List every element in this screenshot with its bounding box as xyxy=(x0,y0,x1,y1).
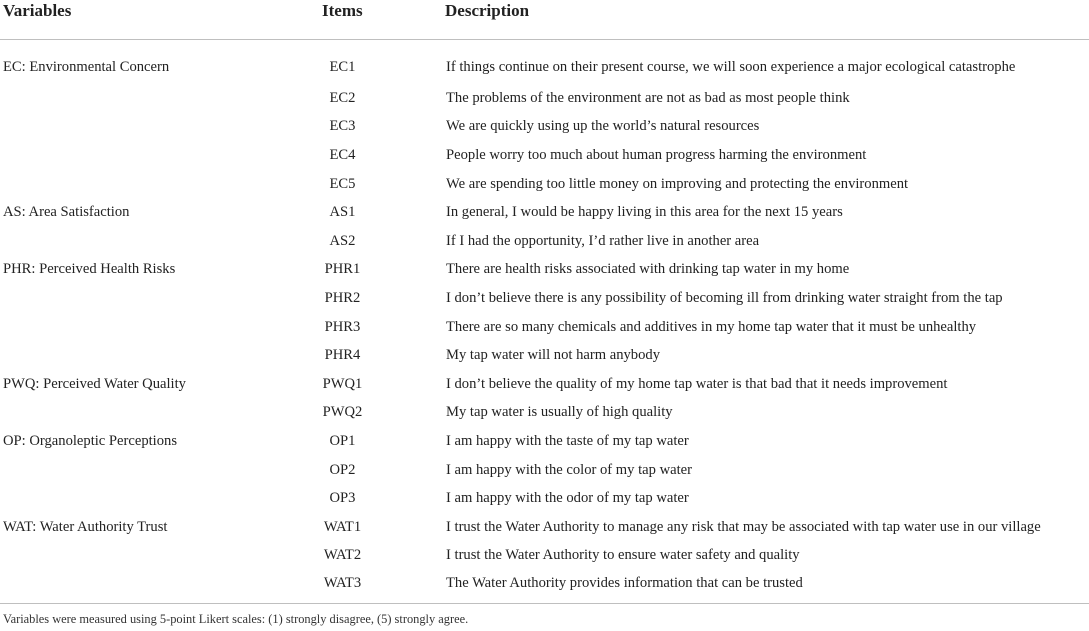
item-cell: EC2 xyxy=(329,89,356,106)
item-cell: EC4 xyxy=(329,146,356,163)
table-footnote: Variables were measured using 5-point Likert scales: (1) strongly disagree, (5) strongly agree. xyxy=(3,612,469,626)
variable-cell xyxy=(0,341,268,370)
description-cell: People worry too much about human progress harming the environment xyxy=(446,146,867,163)
table-row xyxy=(0,170,1089,199)
table-row xyxy=(0,399,1089,428)
variable-cell xyxy=(0,284,268,313)
description-cell: There are health risks associated with drinking tap water in my home xyxy=(446,261,850,278)
table-row xyxy=(0,141,1089,170)
table-row xyxy=(0,256,1089,285)
description-cell: There are so many chemicals and additives in my home tap water that it must be unhealthy xyxy=(446,318,977,335)
description-cell: I am happy with the odor of my tap water xyxy=(446,490,689,507)
description-cell: If things continue on their present course, we will soon experience a major ecological catastrophe xyxy=(446,58,1016,75)
item-cell: EC5 xyxy=(329,175,356,192)
item-cell: WAT2 xyxy=(323,547,362,564)
table-row xyxy=(0,227,1089,256)
description-cell: I am happy with the color of my tap water xyxy=(446,461,692,478)
table-row xyxy=(0,113,1089,142)
item-cell: PHR1 xyxy=(324,261,361,278)
variable-cell: PWQ: Perceived Water Quality xyxy=(3,375,186,392)
item-cell: OP1 xyxy=(329,432,356,449)
table-row xyxy=(0,484,1089,513)
item-cell: PHR4 xyxy=(324,347,361,364)
item-cell: WAT1 xyxy=(323,518,362,535)
variable-cell xyxy=(0,227,268,256)
description-cell: I trust the Water Authority to ensure water safety and quality xyxy=(446,547,800,564)
table-bottom-rule xyxy=(0,603,1089,604)
variable-cell xyxy=(0,170,268,199)
variable-cell xyxy=(0,313,268,342)
description-cell: If I had the opportunity, I’d rather live in another area xyxy=(446,232,760,249)
description-cell: I don’t believe there is any possibility of becoming ill from drinking water straight from the tap xyxy=(446,289,1003,306)
header-items: Items xyxy=(268,0,445,40)
table-row xyxy=(0,456,1089,485)
description-cell: I am happy with the taste of my tap water xyxy=(446,432,689,449)
table-row xyxy=(0,341,1089,370)
table-row xyxy=(0,284,1089,313)
description-cell: We are quickly using up the world’s natural resources xyxy=(446,118,760,135)
variable-cell xyxy=(0,399,268,428)
description-cell: We are spending too little money on improving and protecting the environment xyxy=(446,175,909,192)
table-header xyxy=(0,0,1089,40)
table-row xyxy=(0,570,1089,607)
table-row xyxy=(0,198,1089,227)
item-cell: PHR3 xyxy=(324,318,361,335)
variable-cell xyxy=(0,570,268,607)
variable-cell xyxy=(0,113,268,142)
table-row xyxy=(0,84,1089,113)
item-cell: PWQ1 xyxy=(322,375,363,392)
item-cell: AS2 xyxy=(329,232,356,249)
table-row xyxy=(0,370,1089,399)
variable-cell xyxy=(0,542,268,571)
description-cell: The problems of the environment are not as bad as most people think xyxy=(446,89,850,106)
variable-cell: AS: Area Satisfaction xyxy=(3,204,130,221)
item-cell: PWQ2 xyxy=(322,404,363,421)
table-row xyxy=(0,313,1089,342)
variable-cell xyxy=(0,456,268,485)
description-cell: I don’t believe the quality of my home tap water is that bad that it needs improvement xyxy=(446,375,948,392)
item-cell: EC1 xyxy=(329,58,356,75)
description-cell: I trust the Water Authority to manage any risk that may be associated with tap water use in our village xyxy=(446,518,1041,535)
variable-cell: OP: Organoleptic Perceptions xyxy=(3,432,178,449)
header-description: Description xyxy=(445,0,1089,40)
variable-cell: PHR: Perceived Health Risks xyxy=(3,261,176,278)
variable-cell xyxy=(0,484,268,513)
item-cell: AS1 xyxy=(329,204,356,221)
item-cell: EC3 xyxy=(329,118,356,135)
table-row xyxy=(0,427,1089,456)
variable-cell: EC: Environmental Concern xyxy=(3,58,170,75)
header-variables: Variables xyxy=(0,0,268,40)
variable-cell xyxy=(0,84,268,113)
header-row xyxy=(0,0,1089,40)
item-cell: OP3 xyxy=(329,490,356,507)
description-cell: My tap water will not harm anybody xyxy=(446,347,660,364)
table-row xyxy=(0,542,1089,571)
item-cell: WAT3 xyxy=(323,575,362,592)
table-body xyxy=(0,40,1089,608)
description-cell: The Water Authority provides information that can be trusted xyxy=(446,575,803,592)
table-row xyxy=(0,40,1089,85)
item-cell: OP2 xyxy=(329,461,356,478)
variable-cell xyxy=(0,141,268,170)
item-cell: PHR2 xyxy=(324,289,361,306)
variable-cell: WAT: Water Authority Trust xyxy=(3,518,168,535)
description-cell: In general, I would be happy living in this area for the next 15 years xyxy=(446,204,843,221)
table-row xyxy=(0,513,1089,542)
description-cell: My tap water is usually of high quality xyxy=(446,404,673,421)
